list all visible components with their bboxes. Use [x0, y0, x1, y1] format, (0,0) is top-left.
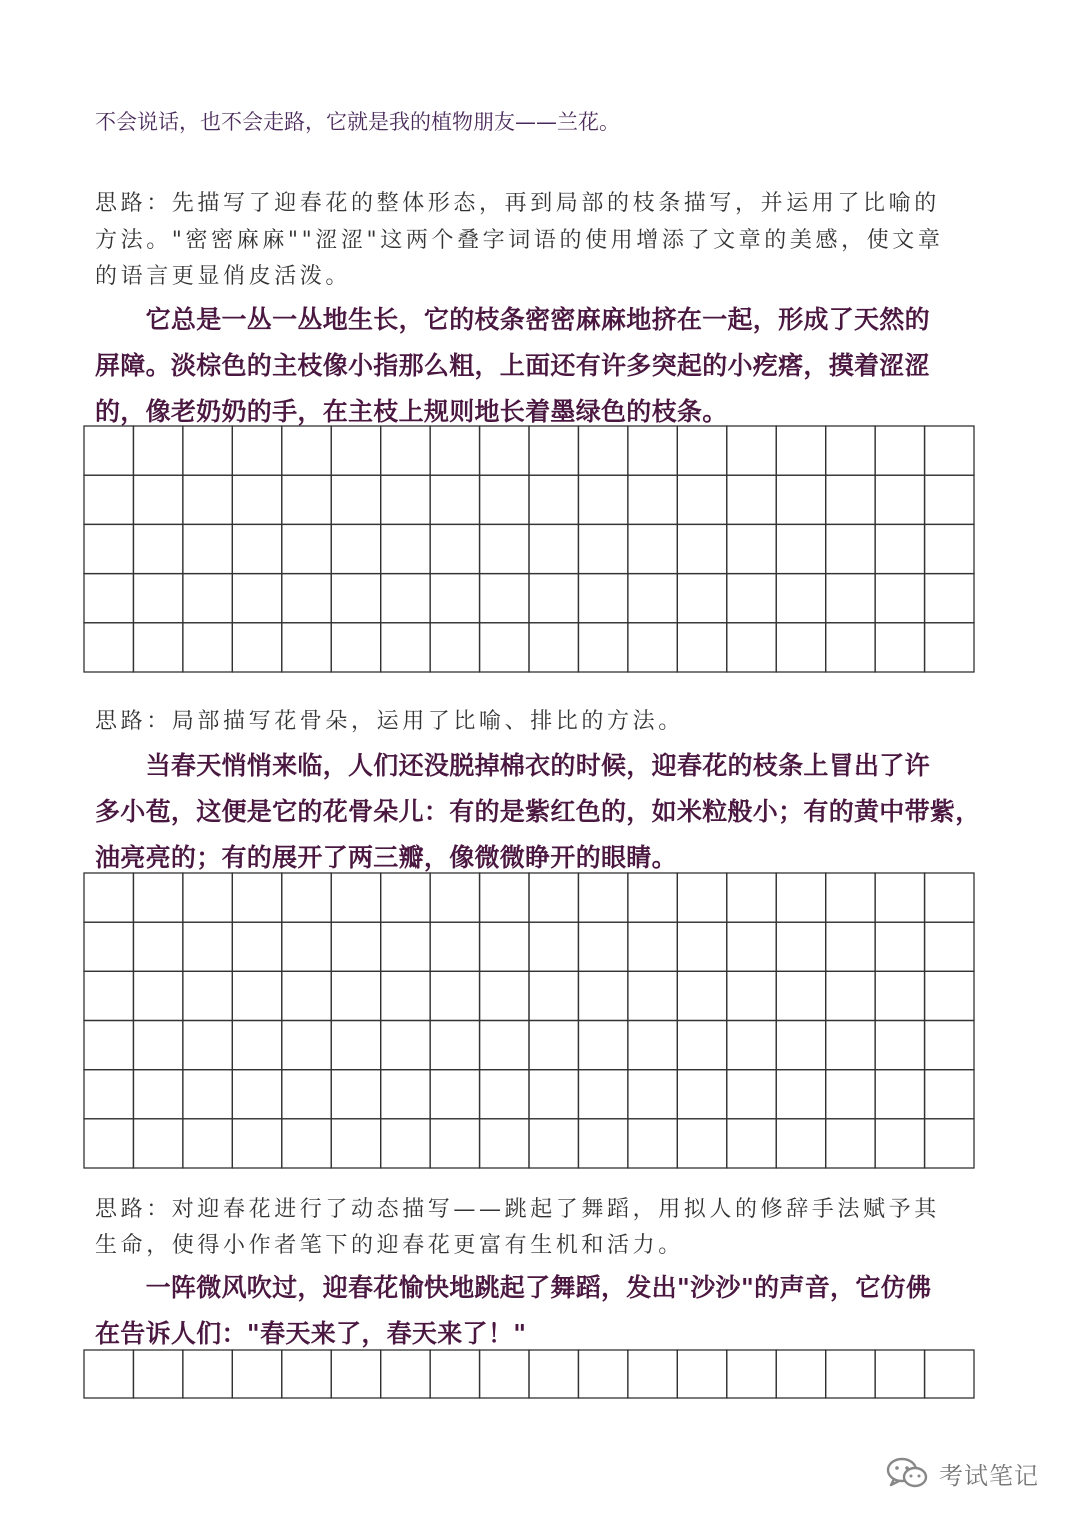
grid-cell[interactable] — [232, 1119, 281, 1168]
grid-cell[interactable] — [183, 524, 232, 573]
grid-cell[interactable] — [925, 971, 974, 1020]
grid-cell[interactable] — [578, 524, 627, 573]
grid-cell[interactable] — [232, 623, 281, 672]
grid-cell[interactable] — [826, 524, 875, 573]
grid-cell[interactable] — [727, 1119, 776, 1168]
idea-1-line-3: 的语言更显俏皮活泼。 — [95, 264, 352, 289]
grid-cell[interactable] — [875, 1021, 924, 1070]
grid-cell[interactable] — [925, 623, 974, 672]
wechat-icon — [885, 1455, 929, 1491]
grid-cell[interactable] — [925, 1070, 974, 1119]
grid-cell[interactable] — [727, 623, 776, 672]
grid-cell[interactable] — [925, 873, 974, 922]
text-1-line-1: 它总是一丛一丛地生长，它的枝条密密麻麻地挤在一起，形成了天然的 — [95, 305, 930, 334]
grid-cell[interactable] — [826, 1350, 875, 1398]
grid-cell[interactable] — [776, 1119, 825, 1168]
grid-cell[interactable] — [331, 475, 380, 524]
grid-cell[interactable] — [84, 873, 133, 922]
grid-cell[interactable] — [826, 1119, 875, 1168]
grid-cell[interactable] — [331, 1119, 380, 1168]
grid-cell[interactable] — [875, 475, 924, 524]
grid-cell[interactable] — [430, 1350, 479, 1398]
writing-grid-3[interactable] — [83, 1349, 975, 1399]
grid-cell[interactable] — [776, 1021, 825, 1070]
grid-cell[interactable] — [133, 475, 182, 524]
grid-cell[interactable] — [628, 475, 677, 524]
grid-cell[interactable] — [677, 1070, 726, 1119]
grid-cell[interactable] — [826, 426, 875, 475]
grid-cell[interactable] — [331, 623, 380, 672]
grid-cell[interactable] — [183, 574, 232, 623]
grid-cell[interactable] — [925, 524, 974, 573]
grid-cell[interactable] — [677, 1350, 726, 1398]
grid-cell[interactable] — [381, 971, 430, 1020]
grid-cell[interactable] — [529, 475, 578, 524]
grid-cell[interactable] — [133, 873, 182, 922]
grid-cell[interactable] — [282, 1021, 331, 1070]
grid-cell[interactable] — [677, 574, 726, 623]
grid-cell[interactable] — [232, 475, 281, 524]
grid-cell[interactable] — [628, 524, 677, 573]
grid-cell[interactable] — [430, 1021, 479, 1070]
grid-cell[interactable] — [84, 574, 133, 623]
grid-cell[interactable] — [628, 623, 677, 672]
grid-cell[interactable] — [480, 873, 529, 922]
grid-cell[interactable] — [727, 873, 776, 922]
text-3-line-1: 一阵微风吹过，迎春花愉快地跳起了舞蹈，发出"沙沙"的声音，它仿佛 — [95, 1273, 932, 1302]
grid-cell[interactable] — [875, 922, 924, 971]
grid-cell[interactable] — [282, 574, 331, 623]
grid-cell[interactable] — [381, 426, 430, 475]
grid-cell[interactable] — [331, 1350, 380, 1398]
grid-cell[interactable] — [480, 1350, 529, 1398]
grid-cell[interactable] — [381, 623, 430, 672]
grid-cell[interactable] — [925, 475, 974, 524]
grid-cell[interactable] — [776, 574, 825, 623]
grid-cell[interactable] — [628, 1021, 677, 1070]
grid-cell[interactable] — [578, 426, 627, 475]
grid-cell[interactable] — [84, 1350, 133, 1398]
grid-cell[interactable] — [480, 574, 529, 623]
idea-3-line-2: 生命，使得小作者笔下的迎春花更富有生机和活力。 — [95, 1233, 684, 1258]
grid-cell[interactable] — [925, 426, 974, 475]
idea-1-line-2: 方法。"密密麻麻""涩涩"这两个叠字词语的使用增添了文章的美感，使文章 — [95, 228, 944, 253]
grid-cell[interactable] — [133, 971, 182, 1020]
grid-cell[interactable] — [430, 873, 479, 922]
text-1-line-3: 的，像老奶奶的手，在主枝上规则地长着墨绿色的枝条。 — [95, 397, 728, 426]
grid-cell[interactable] — [875, 524, 924, 573]
grid-cell[interactable] — [282, 922, 331, 971]
grid-cell[interactable] — [430, 971, 479, 1020]
grid-cell[interactable] — [430, 1119, 479, 1168]
grid-cell[interactable] — [232, 873, 281, 922]
text-2-line-1: 当春天悄悄来临，人们还没脱掉棉衣的时候，迎春花的枝条上冒出了许 — [95, 751, 930, 780]
grid-cell[interactable] — [480, 1021, 529, 1070]
grid-cell[interactable] — [232, 922, 281, 971]
grid-cell[interactable] — [826, 1070, 875, 1119]
grid-cell[interactable] — [133, 922, 182, 971]
grid-cell[interactable] — [826, 971, 875, 1020]
grid-cell[interactable] — [183, 623, 232, 672]
grid-cell[interactable] — [628, 971, 677, 1020]
grid-cell[interactable] — [331, 922, 380, 971]
grid-cell[interactable] — [331, 1021, 380, 1070]
grid-cell[interactable] — [578, 922, 627, 971]
grid-cell[interactable] — [578, 971, 627, 1020]
grid-cell[interactable] — [430, 524, 479, 573]
grid-cell[interactable] — [529, 623, 578, 672]
grid-cell[interactable] — [529, 574, 578, 623]
grid-cell[interactable] — [183, 426, 232, 475]
top-line: 不会说话，也不会走路，它就是我的植物朋友——兰花。 — [95, 110, 620, 134]
grid-cell[interactable] — [430, 475, 479, 524]
grid-cell[interactable] — [529, 971, 578, 1020]
grid-cell[interactable] — [331, 574, 380, 623]
grid-cell[interactable] — [381, 524, 430, 573]
grid-cell[interactable] — [282, 623, 331, 672]
grid-cell[interactable] — [875, 426, 924, 475]
grid-cell[interactable] — [875, 1070, 924, 1119]
grid-cell[interactable] — [826, 922, 875, 971]
grid-cell[interactable] — [776, 971, 825, 1020]
grid-cell[interactable] — [875, 1119, 924, 1168]
grid-cell[interactable] — [430, 623, 479, 672]
grid-cell[interactable] — [381, 873, 430, 922]
grid-cell[interactable] — [677, 873, 726, 922]
grid-cell[interactable] — [776, 1350, 825, 1398]
text-2-line-2: 多小苞，这便是它的花骨朵儿：有的是紫红色的，如米粒般小；有的黄中带紫， — [95, 797, 981, 826]
grid-cell[interactable] — [480, 922, 529, 971]
grid-cell[interactable] — [331, 971, 380, 1020]
grid-cell[interactable] — [183, 922, 232, 971]
grid-cell[interactable] — [529, 1119, 578, 1168]
grid-cell[interactable] — [282, 1070, 331, 1119]
grid-cell[interactable] — [578, 873, 627, 922]
grid-cell[interactable] — [381, 475, 430, 524]
grid-cell[interactable] — [776, 524, 825, 573]
grid-cell[interactable] — [282, 475, 331, 524]
text-1-line-2: 屏障。淡棕色的主枝像小指那么粗，上面还有许多突起的小疙瘩，摸着涩涩 — [95, 351, 930, 380]
grid-cell[interactable] — [84, 1021, 133, 1070]
grid-cell[interactable] — [826, 873, 875, 922]
grid-cell[interactable] — [826, 1021, 875, 1070]
grid-cell[interactable] — [875, 971, 924, 1020]
grid-cell[interactable] — [628, 1350, 677, 1398]
grid-cell[interactable] — [578, 475, 627, 524]
grid-cell[interactable] — [826, 574, 875, 623]
writing-grid-2[interactable] — [83, 872, 975, 1169]
grid-svg — [83, 1349, 975, 1399]
grid-cell[interactable] — [430, 426, 479, 475]
grid-cell[interactable] — [84, 623, 133, 672]
grid-cell[interactable] — [727, 922, 776, 971]
grid-cell[interactable] — [381, 1021, 430, 1070]
grid-cell[interactable] — [578, 1119, 627, 1168]
grid-cell[interactable] — [578, 623, 627, 672]
grid-cell[interactable] — [677, 922, 726, 971]
grid-cell[interactable] — [84, 1070, 133, 1119]
grid-cell[interactable] — [232, 1070, 281, 1119]
grid-cell[interactable] — [183, 475, 232, 524]
grid-cell[interactable] — [529, 1070, 578, 1119]
grid-cell[interactable] — [529, 922, 578, 971]
grid-cell[interactable] — [776, 922, 825, 971]
text-2-line-3: 油亮亮的；有的展开了两三瓣，像微微睁开的眼睛。 — [95, 843, 677, 872]
grid-cell[interactable] — [430, 1070, 479, 1119]
grid-cell[interactable] — [826, 623, 875, 672]
grid-cell[interactable] — [776, 426, 825, 475]
grid-cell[interactable] — [727, 1070, 776, 1119]
grid-cell[interactable] — [381, 1350, 430, 1398]
grid-cell[interactable] — [133, 524, 182, 573]
grid-cell[interactable] — [727, 971, 776, 1020]
grid-cell[interactable] — [381, 922, 430, 971]
grid-cell[interactable] — [381, 1119, 430, 1168]
grid-cell[interactable] — [183, 1070, 232, 1119]
grid-cell[interactable] — [578, 1021, 627, 1070]
grid-cell[interactable] — [133, 1021, 182, 1070]
grid-cell[interactable] — [875, 623, 924, 672]
grid-cell[interactable] — [875, 1350, 924, 1398]
idea-2-line-1: 思路：局部描写花骨朵，运用了比喻、排比的方法。 — [95, 709, 684, 734]
text-3-line-2: 在告诉人们："春天来了，春天来了！" — [95, 1319, 527, 1348]
grid-cell[interactable] — [331, 426, 380, 475]
watermark — [885, 1455, 1039, 1491]
grid-cell[interactable] — [84, 971, 133, 1020]
grid-cell[interactable] — [677, 426, 726, 475]
grid-cell[interactable] — [677, 1119, 726, 1168]
grid-cell[interactable] — [875, 574, 924, 623]
grid-cell[interactable] — [776, 873, 825, 922]
grid-cell[interactable] — [677, 524, 726, 573]
grid-cell[interactable] — [578, 1350, 627, 1398]
grid-cell[interactable] — [183, 1350, 232, 1398]
grid-cell[interactable] — [677, 971, 726, 1020]
grid-cell[interactable] — [331, 873, 380, 922]
grid-cell[interactable] — [727, 1350, 776, 1398]
grid-cell[interactable] — [232, 1021, 281, 1070]
grid-cell[interactable] — [925, 1119, 974, 1168]
watermark-label: 考试笔记 — [939, 1461, 1039, 1490]
idea-3-line-1: 思路：对迎春花进行了动态描写——跳起了舞蹈，用拟人的修辞手法赋予其 — [95, 1197, 940, 1222]
grid-cell[interactable] — [529, 426, 578, 475]
grid-svg — [83, 425, 975, 673]
grid-cell[interactable] — [628, 426, 677, 475]
grid-cell[interactable] — [232, 574, 281, 623]
grid-cell[interactable] — [183, 1119, 232, 1168]
grid-cell[interactable] — [84, 475, 133, 524]
grid-cell[interactable] — [529, 1350, 578, 1398]
grid-cell[interactable] — [727, 475, 776, 524]
grid-cell[interactable] — [480, 524, 529, 573]
grid-cell[interactable] — [727, 1021, 776, 1070]
grid-cell[interactable] — [232, 426, 281, 475]
grid-cell[interactable] — [133, 1119, 182, 1168]
grid-cell[interactable] — [578, 1070, 627, 1119]
grid-cell[interactable] — [628, 574, 677, 623]
grid-cell[interactable] — [84, 524, 133, 573]
grid-cell[interactable] — [430, 922, 479, 971]
grid-cell[interactable] — [628, 873, 677, 922]
grid-cell[interactable] — [925, 574, 974, 623]
grid-cell[interactable] — [84, 426, 133, 475]
grid-cell[interactable] — [232, 971, 281, 1020]
grid-cell[interactable] — [480, 475, 529, 524]
grid-cell[interactable] — [282, 1350, 331, 1398]
grid-cell[interactable] — [578, 574, 627, 623]
grid-cell[interactable] — [84, 922, 133, 971]
grid-cell[interactable] — [133, 1350, 182, 1398]
grid-cell[interactable] — [282, 971, 331, 1020]
grid-cell[interactable] — [183, 873, 232, 922]
grid-cell[interactable] — [133, 574, 182, 623]
grid-cell[interactable] — [282, 524, 331, 573]
grid-cell[interactable] — [480, 1119, 529, 1168]
grid-cell[interactable] — [925, 1021, 974, 1070]
grid-cell[interactable] — [628, 922, 677, 971]
grid-cell[interactable] — [331, 524, 380, 573]
grid-cell[interactable] — [628, 1119, 677, 1168]
grid-cell[interactable] — [183, 971, 232, 1020]
grid-cell[interactable] — [529, 1021, 578, 1070]
grid-cell[interactable] — [480, 1070, 529, 1119]
grid-cell[interactable] — [381, 574, 430, 623]
grid-cell[interactable] — [282, 1119, 331, 1168]
grid-cell[interactable] — [480, 971, 529, 1020]
grid-cell[interactable] — [826, 475, 875, 524]
grid-cell[interactable] — [628, 1070, 677, 1119]
grid-cell[interactable] — [430, 574, 479, 623]
grid-cell[interactable] — [84, 1119, 133, 1168]
grid-cell[interactable] — [925, 1350, 974, 1398]
grid-cell[interactable] — [480, 426, 529, 475]
grid-cell[interactable] — [727, 426, 776, 475]
grid-cell[interactable] — [529, 524, 578, 573]
grid-cell[interactable] — [133, 623, 182, 672]
grid-cell[interactable] — [282, 426, 331, 475]
grid-cell[interactable] — [727, 574, 776, 623]
grid-cell[interactable] — [776, 623, 825, 672]
grid-cell[interactable] — [232, 524, 281, 573]
grid-cell[interactable] — [282, 873, 331, 922]
grid-cell[interactable] — [381, 1070, 430, 1119]
grid-cell[interactable] — [776, 1070, 825, 1119]
grid-cell[interactable] — [677, 475, 726, 524]
grid-cell[interactable] — [776, 475, 825, 524]
grid-cell[interactable] — [232, 1350, 281, 1398]
grid-cell[interactable] — [875, 873, 924, 922]
grid-cell[interactable] — [331, 1070, 380, 1119]
grid-svg — [83, 872, 975, 1169]
grid-cell[interactable] — [183, 1021, 232, 1070]
grid-cell[interactable] — [677, 1021, 726, 1070]
grid-cell[interactable] — [925, 922, 974, 971]
grid-cell[interactable] — [529, 873, 578, 922]
grid-cell[interactable] — [480, 623, 529, 672]
grid-cell[interactable] — [677, 623, 726, 672]
grid-cell[interactable] — [133, 1070, 182, 1119]
idea-1-line-1: 思路：先描写了迎春花的整体形态，再到局部的枝条描写，并运用了比喻的 — [95, 191, 940, 216]
writing-grid-1[interactable] — [83, 425, 975, 673]
grid-cell[interactable] — [727, 524, 776, 573]
grid-cell[interactable] — [133, 426, 182, 475]
